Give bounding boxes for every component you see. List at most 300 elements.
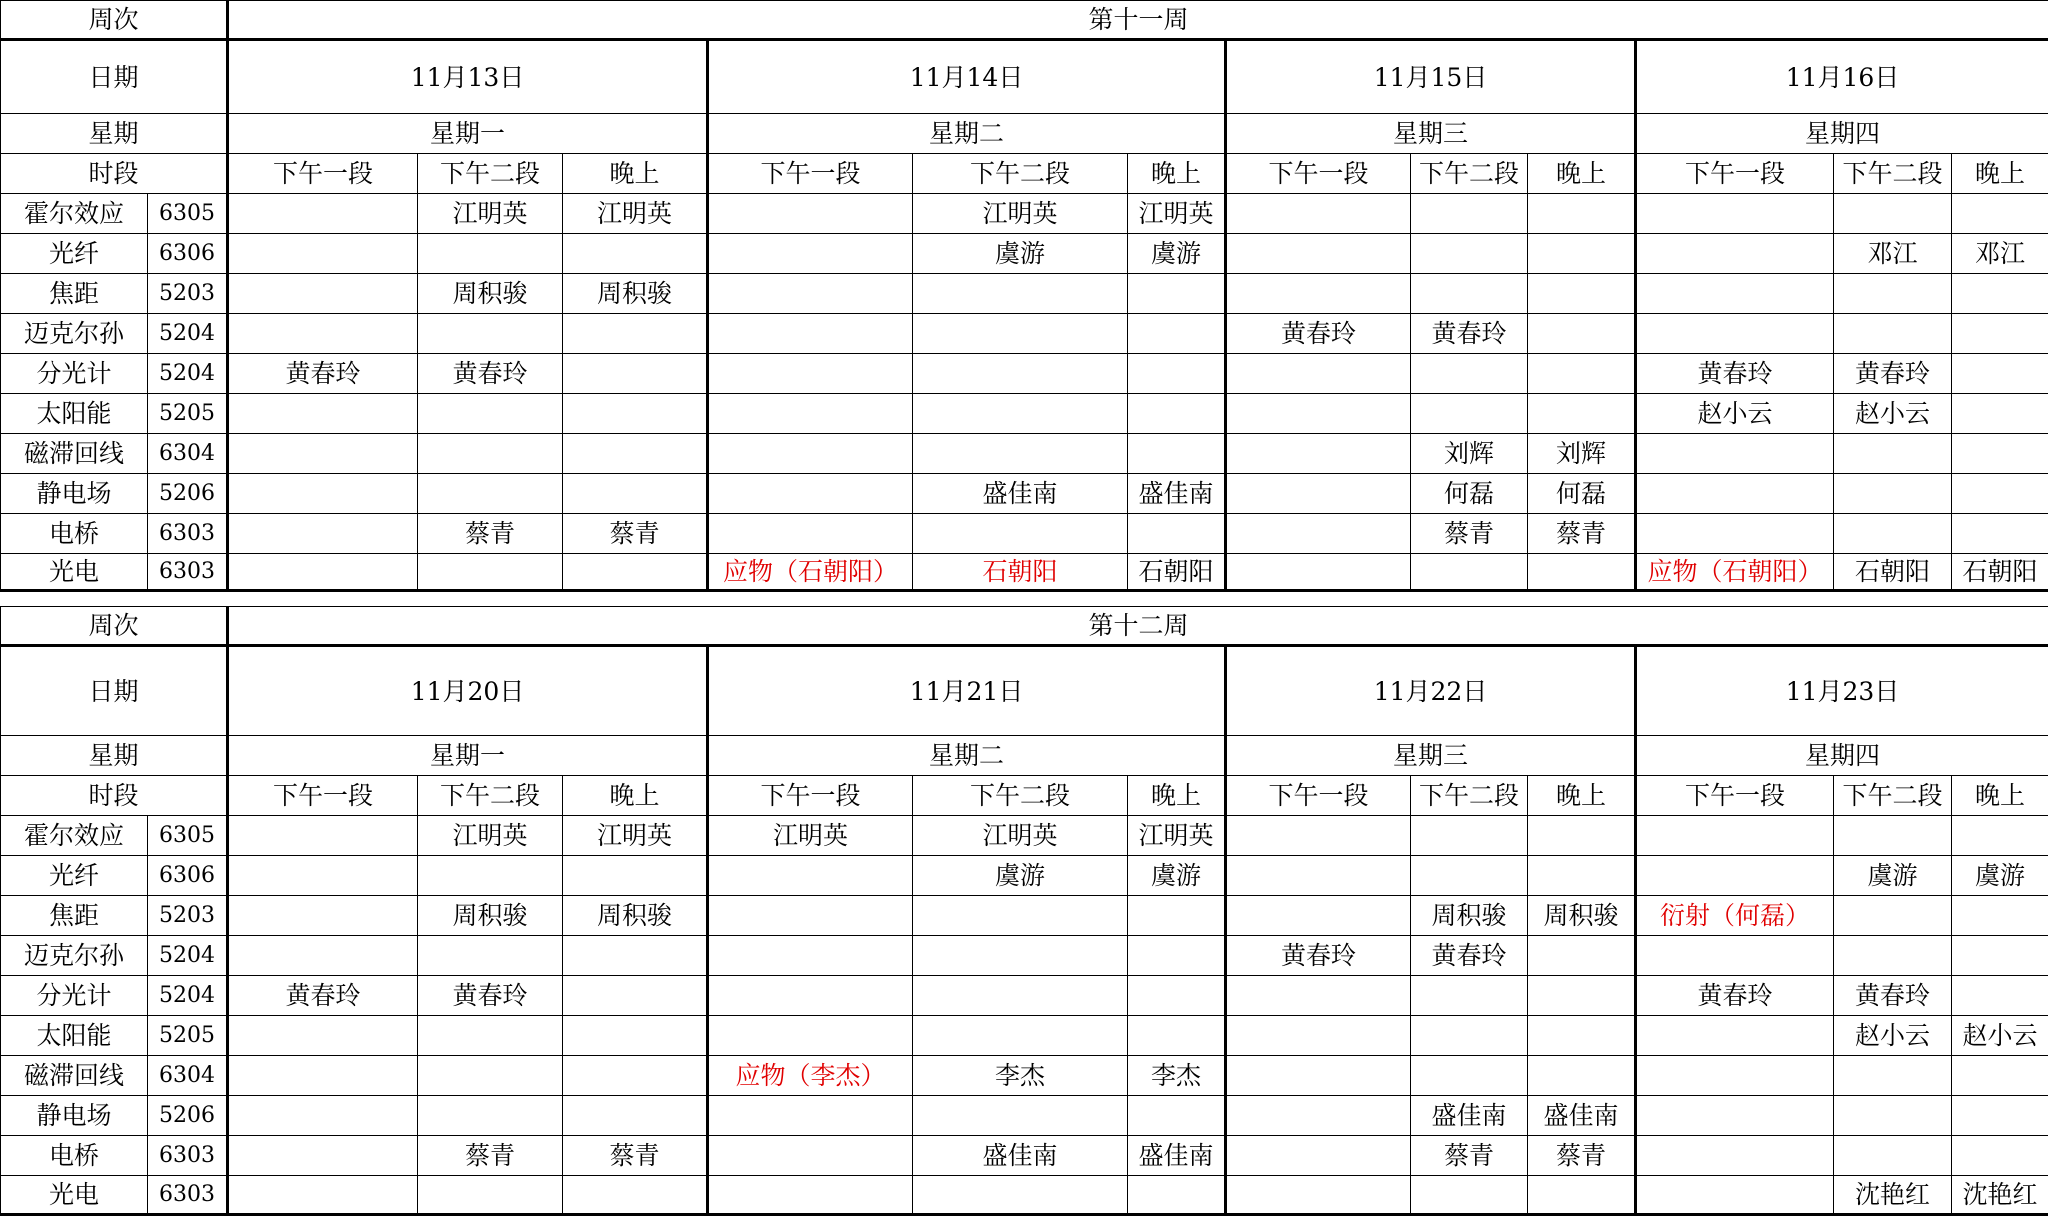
schedule-cell — [1226, 554, 1411, 591]
schedule-cell — [228, 896, 418, 936]
schedule-cell — [228, 1016, 418, 1056]
schedule-cell — [1411, 1016, 1528, 1056]
date-label: 日期 — [1, 40, 228, 114]
schedule-cell — [418, 234, 563, 274]
schedule-cell — [228, 394, 418, 434]
schedule-cell — [1952, 816, 2048, 856]
schedule-cell: 何磊 — [1411, 474, 1528, 514]
period-header: 下午一段 — [1226, 154, 1411, 194]
experiment-name: 电桥 — [1, 514, 148, 554]
schedule-cell — [913, 434, 1128, 474]
period-header: 下午二段 — [1834, 776, 1952, 816]
schedule-cell — [1226, 274, 1411, 314]
room-number: 5203 — [148, 896, 228, 936]
experiment-name: 分光计 — [1, 976, 148, 1016]
room-number: 5204 — [148, 936, 228, 976]
schedule-cell — [228, 816, 418, 856]
room-number: 6306 — [148, 234, 228, 274]
schedule-cell — [1226, 1096, 1411, 1136]
schedule-cell — [1226, 354, 1411, 394]
room-number: 6303 — [148, 1176, 228, 1215]
schedule-cell — [418, 434, 563, 474]
schedule-cell — [1226, 976, 1411, 1016]
period-header: 下午一段 — [708, 154, 913, 194]
schedule-cell — [1411, 554, 1528, 591]
schedule-cell — [1834, 514, 1952, 554]
schedule-cell — [708, 434, 913, 474]
schedule-cell — [1128, 394, 1226, 434]
schedule-cell — [708, 1016, 913, 1056]
schedule-cell — [1636, 474, 1834, 514]
schedule-cell: 蔡青 — [1411, 514, 1528, 554]
schedule-cell: 盛佳南 — [1528, 1096, 1636, 1136]
schedule-cell — [1952, 474, 2048, 514]
schedule-cell — [708, 896, 913, 936]
week-title: 第十一周 — [228, 1, 2048, 40]
schedule-cell — [1952, 1136, 2048, 1176]
schedule-cell — [708, 856, 913, 896]
schedule-cell: 江明英 — [1128, 194, 1226, 234]
room-number: 5205 — [148, 1016, 228, 1056]
schedule-cell — [1636, 1136, 1834, 1176]
week-block-1 — [0, 0, 2048, 592]
schedule-cell: 邓江 — [1952, 234, 2048, 274]
period-header: 晚上 — [1128, 154, 1226, 194]
room-number: 6304 — [148, 1056, 228, 1096]
schedule-cell — [1636, 1056, 1834, 1096]
schedule-cell — [1636, 856, 1834, 896]
schedule-cell — [1952, 194, 2048, 234]
schedule-cell — [1226, 514, 1411, 554]
schedule-cell — [1528, 976, 1636, 1016]
schedule-cell — [563, 856, 708, 896]
schedule-cell — [1834, 474, 1952, 514]
schedule-cell — [1226, 234, 1411, 274]
date-cell: 11月21日 — [708, 646, 1226, 736]
period-header: 下午一段 — [228, 154, 418, 194]
schedule-cell: 虞游 — [913, 234, 1128, 274]
schedule-cell: 蔡青 — [563, 1136, 708, 1176]
date-cell: 11月16日 — [1636, 40, 2048, 114]
schedule-cell — [1952, 354, 2048, 394]
period-header: 晚上 — [1952, 154, 2048, 194]
period-header: 晚上 — [563, 776, 708, 816]
experiment-name: 太阳能 — [1, 394, 148, 434]
period-header: 下午二段 — [1834, 154, 1952, 194]
room-number: 5206 — [148, 474, 228, 514]
schedule-cell — [228, 234, 418, 274]
weekday-cell: 星期二 — [708, 114, 1226, 154]
date-cell: 11月22日 — [1226, 646, 1636, 736]
schedule-cell — [1528, 936, 1636, 976]
room-number: 5204 — [148, 354, 228, 394]
schedule-cell: 周积骏 — [563, 896, 708, 936]
schedule-cell — [228, 314, 418, 354]
experiment-name: 静电场 — [1, 1096, 148, 1136]
schedule-cell — [1636, 1176, 1834, 1215]
schedule-cell — [228, 856, 418, 896]
date-cell: 11月15日 — [1226, 40, 1636, 114]
schedule-cell — [418, 856, 563, 896]
schedule-cell: 何磊 — [1528, 474, 1636, 514]
experiment-name: 迈克尔孙 — [1, 936, 148, 976]
schedule-cell: 江明英 — [913, 816, 1128, 856]
schedule-cell — [1834, 1136, 1952, 1176]
schedule-cell — [1636, 1016, 1834, 1056]
room-number: 5205 — [148, 394, 228, 434]
schedule-cell: 赵小云 — [1636, 394, 1834, 434]
schedule-cell — [1636, 274, 1834, 314]
schedule-cell: 江明英 — [563, 816, 708, 856]
schedule-cell — [418, 394, 563, 434]
schedule-cell — [708, 474, 913, 514]
schedule-cell — [1834, 434, 1952, 474]
schedule-cell — [228, 1136, 418, 1176]
schedule-cell — [563, 936, 708, 976]
period-header: 下午一段 — [1636, 154, 1834, 194]
schedule-cell — [1128, 434, 1226, 474]
schedule-cell — [1226, 434, 1411, 474]
schedule-cell — [1411, 816, 1528, 856]
schedule-cell — [563, 1176, 708, 1215]
schedule-cell — [418, 474, 563, 514]
period-header: 下午一段 — [1636, 776, 1834, 816]
schedule-cell — [708, 936, 913, 976]
schedule-cell: 虞游 — [913, 856, 1128, 896]
schedule-cell — [1952, 274, 2048, 314]
experiment-name: 分光计 — [1, 354, 148, 394]
room-number: 5206 — [148, 1096, 228, 1136]
schedule-cell — [1952, 434, 2048, 474]
schedule-cell — [1411, 354, 1528, 394]
schedule-cell: 虞游 — [1952, 856, 2048, 896]
schedule-cell: 李杰 — [1128, 1056, 1226, 1096]
experiment-name: 焦距 — [1, 896, 148, 936]
date-cell: 11月20日 — [228, 646, 708, 736]
weekday-cell: 星期四 — [1636, 114, 2048, 154]
period-header: 下午一段 — [708, 776, 913, 816]
room-number: 6303 — [148, 1136, 228, 1176]
period-header: 晚上 — [563, 154, 708, 194]
schedule-cell — [1528, 314, 1636, 354]
schedule-cell — [1528, 194, 1636, 234]
period-header: 下午二段 — [418, 154, 563, 194]
experiment-name: 光电 — [1, 554, 148, 591]
schedule-cell: 蔡青 — [418, 1136, 563, 1176]
schedule-cell: 黄春玲 — [1636, 976, 1834, 1016]
schedule-cell — [228, 514, 418, 554]
schedule-cell — [1636, 816, 1834, 856]
schedule-cell: 石朝阳 — [1834, 554, 1952, 591]
date-cell: 11月23日 — [1636, 646, 2048, 736]
schedule-cell — [563, 554, 708, 591]
schedule-cell — [1411, 1176, 1528, 1215]
experiment-name: 磁滞回线 — [1, 434, 148, 474]
schedule-cell — [1952, 1056, 2048, 1096]
weekday-cell: 星期一 — [228, 114, 708, 154]
schedule-cell — [418, 1176, 563, 1215]
schedule-cell: 黄春玲 — [228, 354, 418, 394]
weekday-cell: 星期四 — [1636, 736, 2048, 776]
schedule-cell: 赵小云 — [1834, 1016, 1952, 1056]
room-number: 5203 — [148, 274, 228, 314]
schedule-cell: 江明英 — [418, 816, 563, 856]
room-number: 6305 — [148, 194, 228, 234]
schedule-cell: 周积骏 — [418, 274, 563, 314]
weekday-cell: 星期二 — [708, 736, 1226, 776]
period-header: 下午一段 — [228, 776, 418, 816]
schedule-cell — [418, 554, 563, 591]
experiment-name: 太阳能 — [1, 1016, 148, 1056]
schedule-cell — [1636, 314, 1834, 354]
schedule-cell — [563, 394, 708, 434]
period-header: 晚上 — [1528, 154, 1636, 194]
room-number: 6303 — [148, 514, 228, 554]
schedule-cell — [1834, 194, 1952, 234]
week-block-2 — [0, 606, 2048, 1216]
schedule-cell — [228, 474, 418, 514]
week-label: 周次 — [1, 1, 228, 40]
schedule-cell — [228, 1056, 418, 1096]
schedule-cell — [418, 314, 563, 354]
schedule-cell: 蔡青 — [1528, 1136, 1636, 1176]
schedule-cell — [913, 896, 1128, 936]
schedule-cell — [1226, 1176, 1411, 1215]
schedule-cell — [1834, 816, 1952, 856]
schedule-cell: 虞游 — [1834, 856, 1952, 896]
schedule-cell: 江明英 — [913, 194, 1128, 234]
schedule-cell — [1128, 514, 1226, 554]
experiment-name: 迈克尔孙 — [1, 314, 148, 354]
schedule-cell — [1226, 896, 1411, 936]
schedule-cell — [1128, 976, 1226, 1016]
schedule-cell — [708, 1176, 913, 1215]
schedule-cell — [228, 434, 418, 474]
schedule-cell — [708, 354, 913, 394]
schedule-cell — [913, 976, 1128, 1016]
weekday-cell: 星期一 — [228, 736, 708, 776]
schedule-cell — [708, 1136, 913, 1176]
schedule-cell — [1411, 234, 1528, 274]
schedule-cell — [1411, 194, 1528, 234]
schedule-cell — [1528, 1016, 1636, 1056]
schedule-cell: 盛佳南 — [1128, 1136, 1226, 1176]
schedule-cell — [228, 274, 418, 314]
schedule-cell: 黄春玲 — [1834, 976, 1952, 1016]
schedule-cell — [1834, 274, 1952, 314]
schedule-cell — [1528, 354, 1636, 394]
schedule-cell: 石朝阳 — [913, 554, 1128, 591]
experiment-name: 霍尔效应 — [1, 816, 148, 856]
schedule-cell — [1411, 976, 1528, 1016]
schedule-cell: 江明英 — [708, 816, 913, 856]
schedule-cell — [418, 936, 563, 976]
schedule-cell — [913, 394, 1128, 434]
schedule-cell — [1636, 234, 1834, 274]
schedule-cell — [708, 1096, 913, 1136]
schedule-cell: 石朝阳 — [1952, 554, 2048, 591]
schedule-cell: 蔡青 — [1528, 514, 1636, 554]
room-number: 6303 — [148, 554, 228, 591]
schedule-cell — [228, 1176, 418, 1215]
schedule-cell — [1226, 1136, 1411, 1176]
schedule-cell — [708, 976, 913, 1016]
experiment-name: 光纤 — [1, 856, 148, 896]
schedule-cell: 沈艳红 — [1952, 1176, 2048, 1215]
schedule-cell — [913, 274, 1128, 314]
schedule-cell — [228, 936, 418, 976]
schedule-cell: 黄春玲 — [418, 354, 563, 394]
schedule-cell: 蔡青 — [1411, 1136, 1528, 1176]
schedule-cell: 衍射（何磊） — [1636, 896, 1834, 936]
schedule-cell — [563, 354, 708, 394]
schedule-cell: 周积骏 — [418, 896, 563, 936]
schedule-cell — [1834, 936, 1952, 976]
schedule-cell — [1636, 936, 1834, 976]
schedule-cell: 黄春玲 — [1226, 936, 1411, 976]
schedule-cell — [1128, 354, 1226, 394]
schedule-cell: 江明英 — [418, 194, 563, 234]
schedule-cell — [1834, 1096, 1952, 1136]
schedule-cell — [563, 314, 708, 354]
room-number: 5204 — [148, 314, 228, 354]
schedule-cell — [913, 1176, 1128, 1215]
schedule-cell: 江明英 — [1128, 816, 1226, 856]
schedule-cell: 刘辉 — [1411, 434, 1528, 474]
schedule-cell — [1128, 896, 1226, 936]
room-number: 6305 — [148, 816, 228, 856]
schedule-cell: 周积骏 — [563, 274, 708, 314]
period-header: 下午一段 — [1226, 776, 1411, 816]
schedule-cell — [708, 314, 913, 354]
period-header: 下午二段 — [913, 776, 1128, 816]
schedule-cell — [1636, 434, 1834, 474]
schedule-cell: 应物（石朝阳） — [708, 554, 913, 591]
schedule-cell — [708, 234, 913, 274]
schedule-cell — [913, 314, 1128, 354]
schedule-cell: 李杰 — [913, 1056, 1128, 1096]
schedule-cell — [228, 194, 418, 234]
schedule-cell: 黄春玲 — [1636, 354, 1834, 394]
period-label: 时段 — [1, 154, 228, 194]
schedule-cell — [1528, 1056, 1636, 1096]
schedule-cell: 赵小云 — [1952, 1016, 2048, 1056]
schedule-cell: 应物（李杰） — [708, 1056, 913, 1096]
experiment-name: 光电 — [1, 1176, 148, 1215]
schedule-cell: 赵小云 — [1834, 394, 1952, 434]
weekday-cell: 星期三 — [1226, 736, 1636, 776]
schedule-cell: 周积骏 — [1528, 896, 1636, 936]
schedule-cell — [1952, 936, 2048, 976]
schedule-cell: 石朝阳 — [1128, 554, 1226, 591]
week-title: 第十二周 — [228, 607, 2048, 646]
schedule-cell: 黄春玲 — [1226, 314, 1411, 354]
schedule-cell — [1834, 896, 1952, 936]
schedule-cell — [913, 1016, 1128, 1056]
schedule-cell — [418, 1056, 563, 1096]
weekday-cell: 星期三 — [1226, 114, 1636, 154]
schedule-cell — [708, 394, 913, 434]
schedule-cell — [1528, 394, 1636, 434]
schedule-cell — [1226, 856, 1411, 896]
schedule-cell — [1528, 816, 1636, 856]
schedule-cell — [228, 554, 418, 591]
schedule-cell — [1528, 234, 1636, 274]
schedule-cell: 盛佳南 — [1411, 1096, 1528, 1136]
schedule-cell: 盛佳南 — [913, 1136, 1128, 1176]
schedule-cell — [708, 514, 913, 554]
period-header: 晚上 — [1128, 776, 1226, 816]
schedule-cell — [1528, 274, 1636, 314]
date-label: 日期 — [1, 646, 228, 736]
schedule-cell — [1636, 1096, 1834, 1136]
schedule-cell — [418, 1096, 563, 1136]
schedule-cell — [1411, 856, 1528, 896]
schedule-cell: 邓江 — [1834, 234, 1952, 274]
experiment-name: 电桥 — [1, 1136, 148, 1176]
schedule-cell: 蔡青 — [563, 514, 708, 554]
schedule-cell — [563, 474, 708, 514]
schedule-cell — [1952, 514, 2048, 554]
week-label: 周次 — [1, 607, 228, 646]
schedule-cell — [1411, 394, 1528, 434]
experiment-name: 磁滞回线 — [1, 1056, 148, 1096]
date-cell: 11月13日 — [228, 40, 708, 114]
schedule-cell — [1952, 896, 2048, 936]
schedule-table — [0, 0, 2048, 592]
room-number: 6304 — [148, 434, 228, 474]
schedule-cell: 沈艳红 — [1834, 1176, 1952, 1215]
room-number: 5204 — [148, 976, 228, 1016]
schedule-cell — [1528, 856, 1636, 896]
schedule-cell — [1834, 314, 1952, 354]
schedule-cell: 黄春玲 — [228, 976, 418, 1016]
schedule-cell: 虞游 — [1128, 856, 1226, 896]
schedule-cell: 黄春玲 — [418, 976, 563, 1016]
schedule-cell — [913, 936, 1128, 976]
experiment-name: 焦距 — [1, 274, 148, 314]
schedule-cell — [1636, 194, 1834, 234]
schedule-cell: 刘辉 — [1528, 434, 1636, 474]
period-header: 晚上 — [1952, 776, 2048, 816]
weekday-label: 星期 — [1, 736, 228, 776]
schedule-cell: 黄春玲 — [1411, 936, 1528, 976]
period-header: 下午二段 — [418, 776, 563, 816]
room-number: 6306 — [148, 856, 228, 896]
schedule-cell — [1952, 1096, 2048, 1136]
weekday-label: 星期 — [1, 114, 228, 154]
schedule-cell — [1528, 1176, 1636, 1215]
schedule-cell: 周积骏 — [1411, 896, 1528, 936]
schedule-cell: 盛佳南 — [913, 474, 1128, 514]
period-header: 下午二段 — [1411, 154, 1528, 194]
schedule-cell — [1411, 1056, 1528, 1096]
schedule-cell — [563, 1056, 708, 1096]
period-header: 下午二段 — [1411, 776, 1528, 816]
period-label: 时段 — [1, 776, 228, 816]
schedule-cell: 盛佳南 — [1128, 474, 1226, 514]
schedule-cell: 应物（石朝阳） — [1636, 554, 1834, 591]
schedule-table — [0, 606, 2048, 1216]
schedule-cell — [563, 976, 708, 1016]
period-header: 晚上 — [1528, 776, 1636, 816]
schedule-cell — [1226, 474, 1411, 514]
schedule-cell — [1411, 274, 1528, 314]
schedule-cell — [563, 434, 708, 474]
schedule-cell — [1128, 1096, 1226, 1136]
period-header: 下午二段 — [913, 154, 1128, 194]
schedule-cell — [913, 1096, 1128, 1136]
